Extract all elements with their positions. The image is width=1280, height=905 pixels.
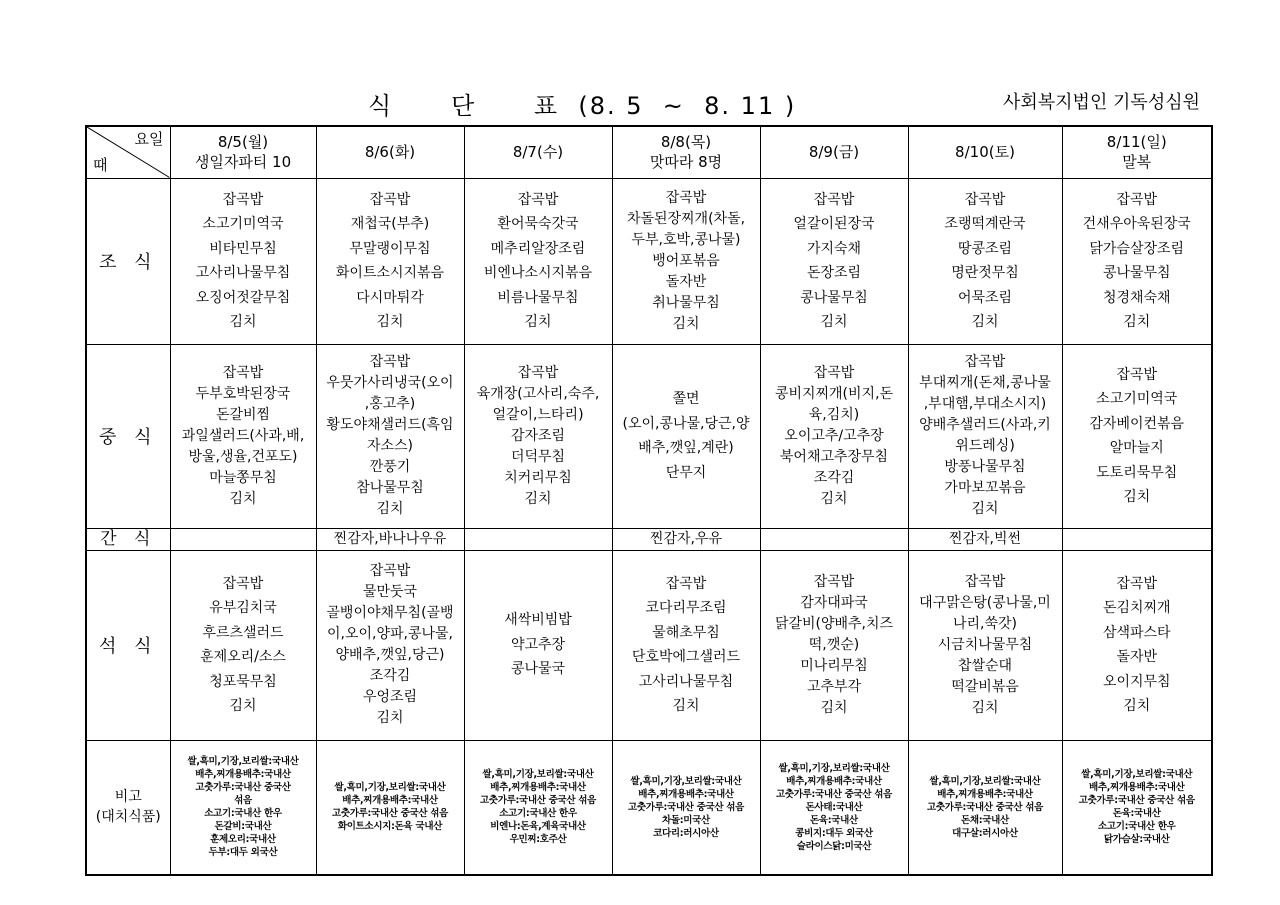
menu-item: 두부,호박,콩나물) (631, 231, 741, 248)
menu-item: 오징어젓갈무침 (195, 289, 291, 306)
menu-item: 화이트소시지볶음 (335, 265, 445, 281)
remarks-line: 고춧가루:국내산 중국산 섞음 (479, 795, 597, 807)
day-date: 8/7(수) (512, 143, 564, 162)
menu-cell (170, 344, 316, 528)
page-title: 식 단 표 (8. 5 ~ 8. 11 ) (368, 92, 797, 120)
remarks-line: 대구살:러시아산 (952, 827, 1018, 839)
menu-item: 얼갈이된장국 (793, 216, 875, 232)
menu-item: 환어묵숙갓국 (497, 216, 579, 232)
menu-item: 건새우아욱된장국 (1082, 216, 1191, 232)
menu-item: 김치 (1123, 489, 1151, 505)
menu-item: 단호박에그샐러드 (631, 649, 741, 665)
remarks-line: 배추,찌개용배추:국내산 (490, 782, 586, 794)
day-date: 8/5(월) (217, 133, 269, 152)
menu-item: 떡갈비볶음 (951, 678, 1019, 695)
menu-item: 북어채고추장무침 (779, 448, 889, 465)
menu-item: 잡곡밥 (813, 364, 855, 381)
remarks-line: 차돌:미국산 (662, 814, 710, 826)
remarks-line: 쌀,흑미,기장,보리쌀:국내산 (778, 762, 890, 774)
remarks-cell (1062, 740, 1212, 875)
day-header (170, 126, 316, 178)
menu-item: 잡곡밥 (369, 563, 411, 579)
remarks-line: 소고기:국내산 한우 (204, 808, 282, 820)
remarks-line: 코다리:러시아산 (653, 827, 719, 839)
remarks-line: 돈육:국내산 (1112, 808, 1161, 820)
menu-item: 단무지 (665, 464, 707, 481)
remarks-line: 콩비지:대두 외국산 (795, 827, 873, 839)
menu-item: 잡곡밥 (222, 364, 264, 381)
menu-item: 어묵조림 (957, 289, 1013, 306)
menu-item: 대구맑은탕(콩나물,미 (919, 594, 1051, 611)
menu-item: 조각김 (813, 469, 855, 486)
menu-item: 훈제오리/소스 (200, 649, 286, 665)
menu-item: (오이,콩나물,당근,양 (622, 415, 750, 432)
breakfast-row (86, 178, 1212, 344)
day-date: 8/11(일) (1106, 133, 1167, 152)
menu-item: 청경채숙채 (1102, 289, 1171, 306)
menu-item: 감자대파국 (800, 594, 868, 611)
menu-item: 돌자반 (665, 273, 707, 290)
remarks-line: 배추,찌개용배추:국내산 (1088, 782, 1185, 794)
remarks-line: 닭가슴살:국내산 (1103, 834, 1170, 846)
snack-cell (464, 528, 612, 550)
menu-item: 조랭떡계란국 (944, 216, 1026, 232)
remarks-line: 화이트소시지:돈육 국내산 (337, 821, 443, 833)
menu-item: 무말랭이무침 (349, 240, 431, 257)
menu-item: 잡곡밥 (1116, 366, 1158, 383)
dinner-label: 석 식 (86, 550, 170, 740)
day-header (316, 126, 464, 178)
menu-item: 가지숙채 (806, 240, 862, 257)
menu-item: 미나리무침 (800, 657, 868, 674)
menu-item: 황도야채샐러드(흑임 (326, 417, 454, 433)
remarks-cell (908, 740, 1062, 875)
day-note: 맛따라 8명 (649, 153, 723, 172)
menu-cell (908, 550, 1062, 740)
menu-item: 닭갈비(양배추,치즈 (774, 615, 894, 632)
menu-item: 쫄면 (672, 391, 700, 407)
menu-item: 나리,쑥갓) (952, 615, 1017, 632)
menu-item: 방풍나물무침 (944, 459, 1026, 475)
remarks-line: 소고기:국내산 한우 (499, 808, 577, 820)
remarks-line: 고춧가루:국내산 중국산 섞음 (775, 788, 893, 800)
menu-item: 잡곡밥 (964, 573, 1006, 590)
menu-item: 오이지무침 (1102, 673, 1171, 690)
menu-item: 얼갈이,느타리) (492, 406, 584, 423)
menu-cell (464, 344, 612, 528)
remarks-cell (170, 740, 316, 875)
day-date: 8/8(목) (660, 133, 712, 152)
menu-item: 감자베이컨볶음 (1089, 415, 1185, 432)
day-date: 8/10(토) (955, 143, 1015, 162)
menu-item: 새싹비빔밥 (504, 612, 572, 629)
snack-row (86, 528, 1212, 550)
menu-cell (1062, 178, 1212, 344)
menu-item: 소고기미역국 (1096, 391, 1178, 407)
remarks-line: 배추,찌개용배추:국내산 (195, 769, 291, 781)
menu-item: 콩나물무침 (1102, 265, 1171, 281)
day-date: 8/9(금) (808, 143, 860, 162)
menu-item: 잡곡밥 (813, 191, 855, 208)
menu-item: 잡곡밥 (369, 354, 411, 370)
menu-cell (908, 178, 1062, 344)
menu-item: 잡곡밥 (1116, 191, 1158, 208)
menu-item: 잡곡밥 (813, 573, 855, 590)
menu-item: 약고추장 (510, 636, 566, 653)
menu-item: 취나물무침 (652, 294, 720, 311)
menu-item: 조각김 (369, 668, 411, 684)
menu-cell (1062, 344, 1212, 528)
remarks-line: 쌀,흑미,기장,보리쌀:국내산 (630, 775, 742, 787)
menu-item: 잡곡밥 (1116, 575, 1158, 592)
menu-item: 가마보꼬볶음 (944, 480, 1026, 496)
remarks-line: 고춧가루:국내산 중국산 섞음 (331, 808, 449, 820)
menu-cell (464, 550, 612, 740)
menu-item: 유부김치국 (209, 600, 277, 616)
menu-item: 청포묵무침 (209, 673, 277, 690)
menu-cell (612, 550, 760, 740)
remarks-line: 배추,찌개용배추:국내산 (638, 788, 734, 800)
menu-item: 마늘쫑무침 (209, 469, 277, 486)
menu-item: 고사리나물무침 (638, 673, 734, 690)
menu-item: 콩나물국 (510, 661, 566, 678)
menu-cell (760, 550, 908, 740)
menu-cell (760, 344, 908, 528)
menu-item: 찹쌀순대 (957, 657, 1013, 674)
menu-item: 골뱅이야채무침(골뱅 (326, 605, 454, 621)
dinner-row (86, 550, 1212, 740)
remarks-cell (612, 740, 760, 875)
remarks-line: 배추,찌개용배추:국내산 (342, 795, 438, 807)
menu-item: 김치 (820, 314, 848, 330)
menu-item: 이,오이,양파,콩나물, (327, 626, 453, 642)
corner-cell (86, 126, 170, 178)
menu-item: 양배추샐러드(사과,키 (919, 417, 1051, 433)
remarks-label-line: 비고 (114, 789, 142, 806)
remarks-line: 소고기:국내산 한우 (1097, 821, 1176, 833)
menu-item: 잡곡밥 (964, 191, 1006, 208)
menu-item: 방울,생율,건포도) (188, 448, 298, 465)
menu-item: 치커리무침 (504, 469, 572, 486)
day-header (464, 126, 612, 178)
menu-item: 잡곡밥 (369, 191, 411, 208)
menu-item: 육개장(고사리,숙주, (476, 385, 600, 402)
menu-item: 잡곡밥 (665, 189, 707, 206)
menu-item: 비엔나소시지볶음 (483, 265, 593, 281)
menu-item: ,홍고추) (364, 396, 416, 412)
menu-item: 김치 (524, 314, 552, 330)
remarks-line: 비엔나:돈육,계육국내산 (490, 821, 586, 833)
menu-item: 차돌된장찌개(차돌, (626, 210, 746, 227)
menu-item: 오이고추/고추장 (784, 427, 884, 444)
snack-label: 간 식 (86, 528, 170, 550)
menu-item: 땅콩조림 (957, 240, 1013, 257)
remarks-line: 슬라이스닭:미국산 (796, 840, 872, 852)
menu-cell (760, 178, 908, 344)
day-header (1062, 126, 1212, 178)
remarks-line: 돈육:국내산 (810, 814, 858, 826)
menu-item: 돈김치찌개 (1102, 600, 1171, 616)
menu-item: 메추리알장조림 (490, 240, 586, 257)
menu-item: 닭가슴살장조림 (1089, 240, 1185, 257)
menu-cell (464, 178, 612, 344)
remarks-row (86, 740, 1212, 875)
day-header (760, 126, 908, 178)
menu-item: 김치 (971, 699, 999, 716)
remarks-line: 배추,찌개용배추:국내산 (786, 775, 882, 787)
day-note: 말복 (1122, 153, 1152, 172)
menu-cell (1062, 550, 1212, 740)
menu-item: 김치 (376, 501, 404, 517)
menu-item: 김치 (376, 710, 404, 726)
remarks-line: 우민찌:호주산 (509, 834, 567, 846)
menu-cell (908, 344, 1062, 528)
remarks-line: 고춧가루:국내산 중국산 섞음 (926, 801, 1044, 813)
menu-item: 비름나물무침 (497, 289, 579, 306)
menu-cell (316, 550, 464, 740)
menu-cell (170, 178, 316, 344)
remarks-line: 두부:대두 외국산 (208, 847, 278, 859)
menu-item: 김치 (229, 698, 257, 714)
snack-cell: 찐감자,우유 (612, 528, 760, 550)
menu-item: 잡곡밥 (517, 364, 559, 381)
menu-item: 잡곡밥 (222, 575, 264, 592)
menu-item: 참나물무침 (356, 480, 424, 496)
remarks-line: 고춧가루:국내산 중국산 (195, 782, 291, 794)
lunch-row (86, 344, 1212, 528)
remarks-line: 섞음 (234, 795, 252, 807)
menu-item: 육,김치) (808, 406, 860, 423)
corner-time-label: 때 (93, 155, 108, 174)
remarks-line: 쌀,흑미,기장,보리쌀:국내산 (334, 782, 446, 794)
menu-item: 잡곡밥 (665, 575, 707, 592)
remarks-line: 쌀,흑미,기장,보리쌀:국내산 (482, 769, 594, 781)
remarks-line: 돈채:국내산 (961, 814, 1009, 826)
header-row (86, 126, 1212, 178)
menu-item: 두부호박된장국 (195, 385, 291, 402)
menu-item: 감자조림 (510, 427, 566, 444)
remarks-line: 돈갈비:국내산 (214, 821, 272, 833)
menu-item: 양배추,깻잎,당근) (335, 647, 445, 663)
menu-item: 명란젓무침 (951, 265, 1019, 281)
remarks-cell (316, 740, 464, 875)
day-header (908, 126, 1062, 178)
menu-cell (316, 344, 464, 528)
menu-cell (612, 344, 760, 528)
menu-item: 우엉조림 (362, 689, 418, 705)
menu-item: 배추,깻잎,계란) (638, 440, 734, 456)
menu-item: 재첩국(부추) (350, 216, 430, 232)
menu-item: 김치 (229, 314, 257, 330)
menu-item: 돈갈비찜 (215, 406, 271, 423)
menu-cell (316, 178, 464, 344)
menu-item: 김치 (820, 699, 848, 716)
menu-item: 물만둣국 (362, 584, 418, 600)
menu-item: 과일샐러드(사과,배, (181, 427, 305, 444)
day-note: 생일자파티 10 (194, 153, 292, 172)
menu-item: 김치 (1123, 314, 1151, 330)
remarks-line: 고춧가루:국내산 중국산 섞음 (1078, 795, 1195, 807)
menu-item: 잡곡밥 (222, 191, 264, 208)
menu-item: 도토리묵무침 (1096, 464, 1178, 481)
menu-item: 자소스) (366, 438, 414, 454)
menu-item: 돈장조림 (806, 265, 862, 281)
menu-cell (170, 550, 316, 740)
menu-item: 부대찌개(돈채,콩나물 (919, 375, 1051, 391)
menu-item: 위드레싱) (955, 438, 1015, 454)
snack-cell: 찐감자,바나나우유 (316, 528, 464, 550)
day-date: 8/6(화) (364, 143, 416, 162)
menu-item: 시금치나물무침 (937, 636, 1033, 653)
menu-item: 뱅어포볶음 (652, 252, 720, 269)
menu-item: 김치 (672, 698, 700, 714)
menu-item: 우뭇가사리냉국(오이 (326, 375, 454, 391)
menu-item: 김치 (1123, 698, 1151, 714)
menu-item: 고추부각 (806, 678, 862, 695)
snack-cell (760, 528, 908, 550)
menu-item: 김치 (524, 490, 552, 507)
snack-cell (1062, 528, 1212, 550)
menu-item: 떡,깻순) (808, 636, 860, 653)
menu-table (85, 125, 1213, 876)
menu-item: 돌자반 (1116, 649, 1158, 665)
remarks-line: 쌀,흑미,기장,보리쌀:국내산 (1081, 769, 1193, 781)
corner-day-label: 요일 (134, 130, 164, 148)
menu-item: 코다리무조림 (645, 600, 727, 616)
menu-item: 김치 (672, 315, 700, 332)
menu-cell (612, 178, 760, 344)
menu-item: 소고기미역국 (202, 216, 284, 232)
snack-cell (170, 528, 316, 550)
menu-item: ,부대햄,부대소시지) (923, 396, 1047, 412)
menu-item: 삼색파스타 (1102, 624, 1171, 641)
menu-item: 잡곡밥 (517, 191, 559, 208)
remarks-line: 쌀,흑미,기장,보리쌀:국내산 (929, 775, 1041, 787)
menu-item: 비타민무침 (209, 240, 277, 257)
menu-item: 물해초무침 (652, 624, 720, 641)
menu-item: 김치 (971, 314, 999, 330)
lunch-label: 중 식 (86, 344, 170, 528)
remarks-line: 쌀,흑미,기장,보리쌀:국내산 (187, 756, 299, 768)
organization-name: 사회복지법인 기독성심원 (1003, 92, 1200, 113)
menu-item: 김치 (229, 490, 257, 507)
menu-item: 콩나물무침 (800, 289, 868, 306)
breakfast-label: 조 식 (86, 178, 170, 344)
menu-item: 김치 (376, 314, 404, 330)
menu-item: 후르츠샐러드 (202, 624, 284, 641)
menu-item: 잡곡밥 (964, 354, 1006, 370)
menu-item: 더덕무침 (510, 448, 566, 465)
day-header (612, 126, 760, 178)
menu-item: 김치 (820, 490, 848, 507)
remarks-line: 고춧가루:국내산 중국산 섞음 (627, 801, 745, 813)
remarks-label (86, 740, 170, 875)
menu-item: 깐풍기 (369, 459, 411, 475)
remarks-label-line: (대치식품) (95, 809, 161, 826)
remarks-line: 훈제오리:국내산 (210, 834, 276, 846)
menu-item: 알마늘지 (1109, 440, 1164, 456)
remarks-cell (760, 740, 908, 875)
snack-cell: 찐감자,빅썬 (908, 528, 1062, 550)
remarks-cell (464, 740, 612, 875)
menu-item: 콩비지찌개(비지,돈 (774, 385, 894, 402)
remarks-line: 배추,찌개용배추:국내산 (937, 788, 1033, 800)
menu-item: 김치 (971, 501, 999, 517)
menu-item: 다시마튀각 (356, 289, 424, 306)
remarks-line: 돈사태:국내산 (805, 801, 863, 813)
menu-item: 고사리나물무침 (195, 265, 291, 281)
